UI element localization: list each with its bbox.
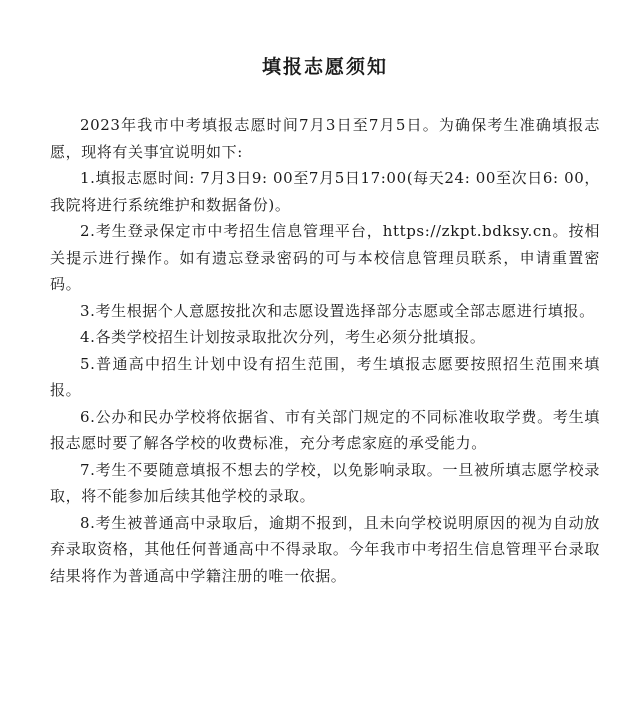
item-2-paragraph: 2.考生登录保定市中考招生信息管理平台，https://zkpt.bdksy.cn。按相关提示进行操作。如有遗忘登录密码的可与本校信息管理员联系，申请重置密码。 <box>50 222 600 293</box>
item-7-paragraph: 7.考生不要随意填报不想去的学校，以免影响录取。一旦被所填志愿学校录取，将不能参加后续其他学校的录取。 <box>50 460 600 505</box>
item-6-paragraph: 6.公办和民办学校将依据省、市有关部门规定的不同标准收取学费。考生填报志愿时要了解各学校的收费标准，充分考虑家庭的承受能力。 <box>50 407 600 452</box>
item-4-paragraph: 4.各类学校招生计划按录取批次分列，考生必须分批填报。 <box>80 328 486 346</box>
item-5-paragraph: 5.普通高中招生计划中设有招生范围，考生填报志愿要按照招生范围来填报。 <box>50 354 600 399</box>
item-8-paragraph: 8.考生被普通高中录取后，逾期不报到，且未向学校说明原因的视为自动放弃录取资格，其他任何普通高中不得录取。今年我市中考招生信息管理平台录取结果将作为普通高中学籍注册的唯一依据。 <box>50 513 600 585</box>
document-title: 填报志愿须知 <box>261 56 388 78</box>
item-3-paragraph: 3.考生根据个人意愿按批次和志愿设置选择部分志愿或全部志愿进行填报。 <box>80 301 595 320</box>
item-1-paragraph: 1.填报志愿时间: 7月3日9: 00至7月5日17:00(每天24: 00至次日6: 00，我院将进行系统维护和数据备份)。 <box>50 169 600 214</box>
intro-paragraph: 2023年我市中考填报志愿时间7月3日至7月5日。为确保考生准确填报志愿，现将有关事宜说明如下: <box>50 116 600 161</box>
